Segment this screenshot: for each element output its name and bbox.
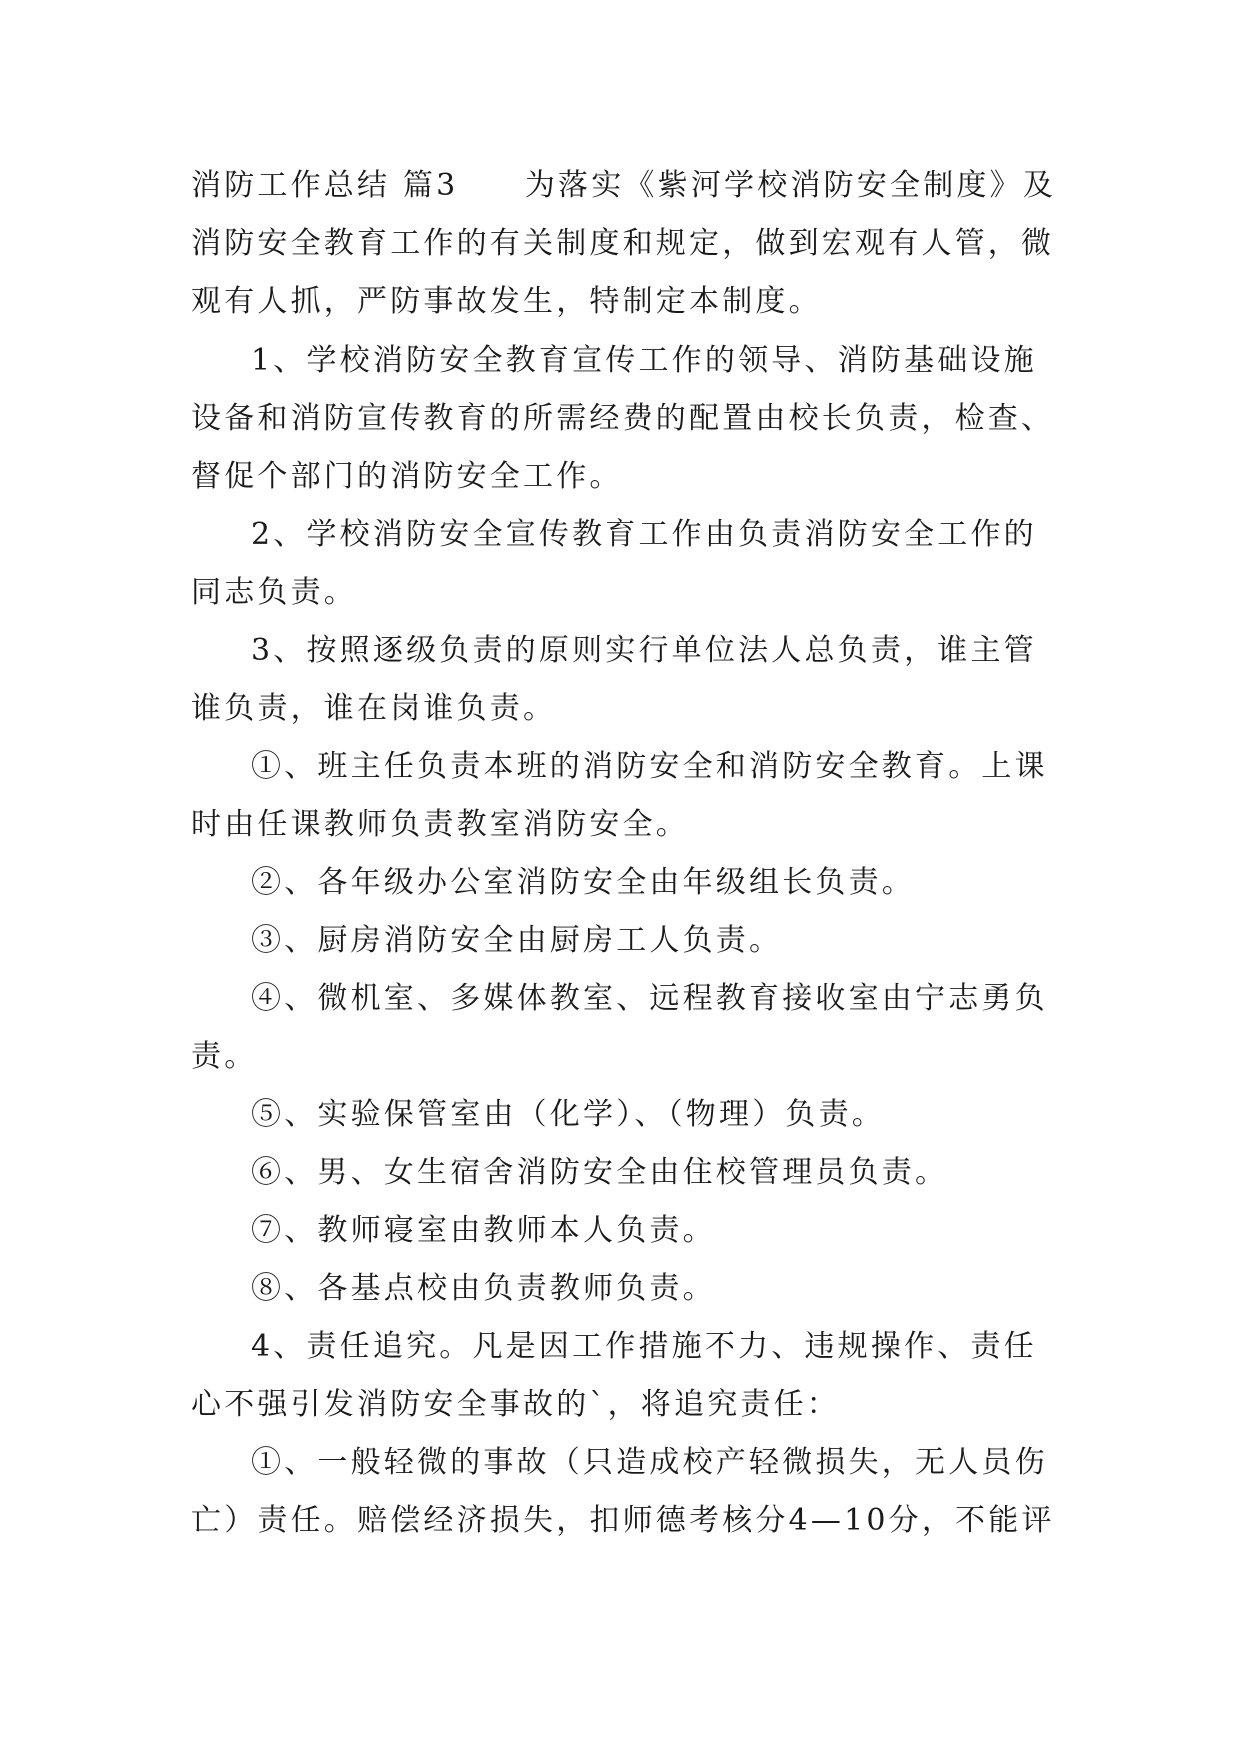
paragraph-line: 设备和消防宣传教育的所需经费的配置由校长负责，检查、 bbox=[191, 401, 1055, 436]
paragraph-line: ⑧、各基点校由负责教师负责。 bbox=[251, 1271, 716, 1306]
paragraph-line: ⑤、实验保管室由（化学）、（物理）负责。 bbox=[251, 1097, 885, 1132]
paragraph-line: ⑥、男、女生宿舍消防安全由住校管理员负责。 bbox=[251, 1155, 949, 1190]
paragraph-line: 同志负责。 bbox=[191, 575, 357, 610]
paragraph-line: ②、各年级办公室消防安全由年级组长负责。 bbox=[251, 865, 915, 900]
paragraph-line: 责。 bbox=[191, 1039, 258, 1074]
paragraph-line: 观有人抓，严防事故发生，特制定本制度。 bbox=[191, 284, 822, 319]
paragraph-line: 4、责任追究。凡是因工作措施不力、违规操作、责任 bbox=[251, 1329, 1037, 1364]
paragraph-line: 亡）责任。赔偿经济损失，扣师德考核分4—10分，不能评 bbox=[191, 1503, 1055, 1538]
title-line: 消防工作总结 篇3 为落实《紫河学校消防安全制度》及 bbox=[191, 168, 1057, 203]
paragraph-line: ⑦、教师寝室由教师本人负责。 bbox=[251, 1213, 716, 1248]
paragraph-line: 谁负责，谁在岗谁负责。 bbox=[191, 691, 557, 726]
paragraph-line: 消防安全教育工作的有关制度和规定，做到宏观有人管，微 bbox=[191, 226, 1055, 261]
paragraph-line: 时由任课教师负责教室消防安全。 bbox=[191, 807, 689, 842]
paragraph-line: 1、学校消防安全教育宣传工作的领导、消防基础设施 bbox=[251, 343, 1037, 378]
paragraph-line: ①、班主任负责本班的消防安全和消防安全教育。上课 bbox=[251, 749, 1048, 784]
paragraph-line: 2、学校消防安全宣传教育工作由负责消防安全工作的 bbox=[251, 517, 1037, 552]
paragraph-line: 督促个部门的消防安全工作。 bbox=[191, 459, 623, 494]
paragraph-line: 3、按照逐级负责的原则实行单位法人总负责，谁主管 bbox=[251, 633, 1037, 668]
paragraph-line: ③、厨房消防安全由厨房工人负责。 bbox=[251, 923, 783, 958]
paragraph-line: ①、一般轻微的事故（只造成校产轻微损失，无人员伤 bbox=[251, 1445, 1048, 1480]
paragraph-line: ④、微机室、多媒体教室、远程教育接收室由宁志勇负 bbox=[251, 981, 1048, 1016]
paragraph-line: 心不强引发消防安全事故的`，将追究责任： bbox=[191, 1387, 840, 1422]
